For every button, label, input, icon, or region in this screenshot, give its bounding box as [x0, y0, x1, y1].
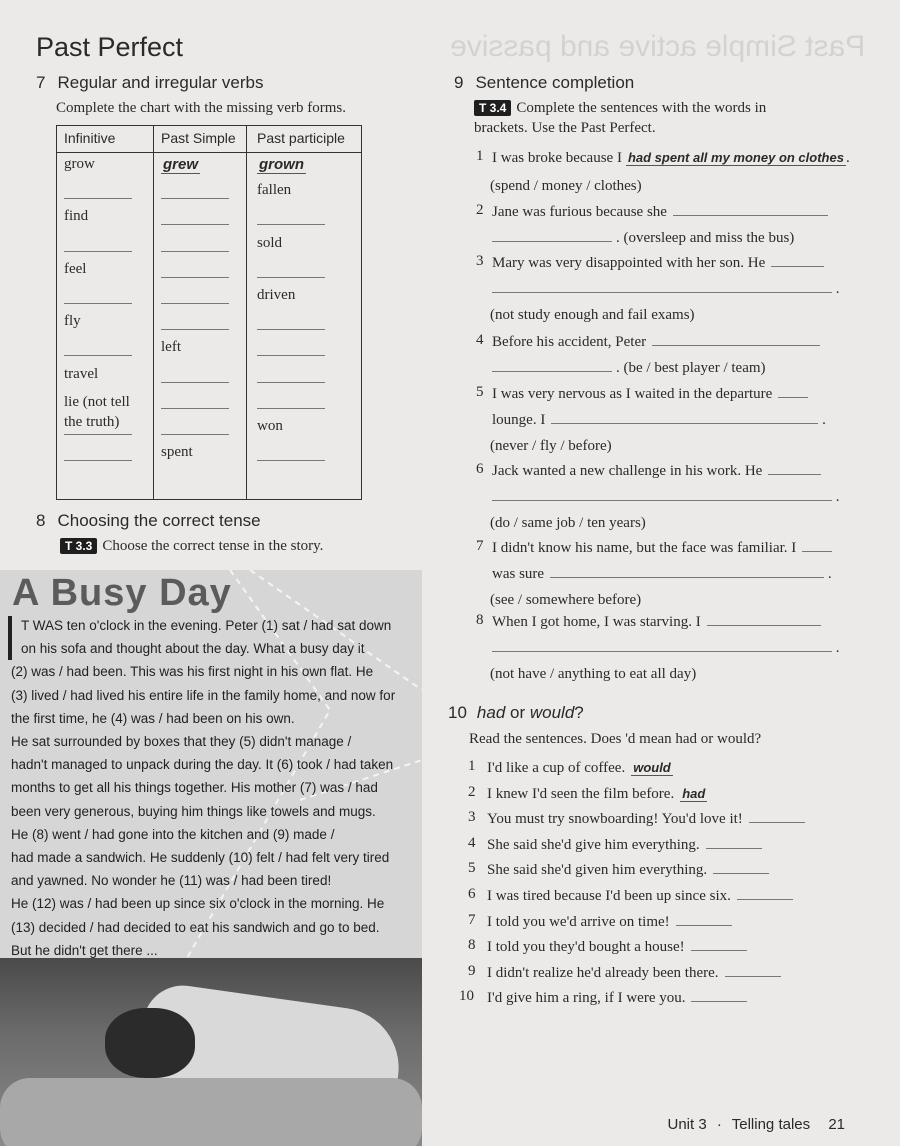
answer-blank[interactable]	[778, 396, 808, 398]
item-sentence: Jack wanted a new challenge in his work. He	[492, 463, 763, 479]
answer-blank[interactable]	[749, 821, 805, 823]
item-sentence: I was tired because I'd been up since six.	[487, 888, 731, 904]
story-line: on his sofa and thought about the day. What a busy day it	[21, 641, 365, 657]
item-number: 6	[476, 461, 484, 477]
item-text-cont: was sure	[492, 566, 545, 582]
item-continuation: lounge. I .	[492, 412, 826, 428]
item-text-cont: lounge. I	[492, 412, 546, 428]
answer-blank[interactable]	[257, 329, 325, 330]
answer-blank[interactable]	[691, 1000, 747, 1002]
item-sentence: I didn't know his name, but the face was familiar. I	[492, 540, 797, 556]
table-cell: lie (not tell the truth)	[64, 393, 130, 430]
answer-blank[interactable]	[691, 949, 747, 951]
table-cell: won	[257, 418, 283, 434]
answer-blank[interactable]	[64, 460, 132, 461]
item-sentence: I was broke because I	[492, 150, 622, 166]
item-sentence: You must try snowboarding! You'd love it!	[487, 811, 743, 828]
exercise-title: Choosing the correct tense	[57, 511, 261, 530]
item-text	[487, 937, 747, 957]
answer-blank[interactable]	[492, 291, 832, 293]
story-line: (2) was / had been. This was his first night in his own flat. He	[11, 664, 374, 680]
item-sentence: I told you they'd bought a house!	[487, 939, 685, 956]
answer-blank[interactable]	[64, 251, 132, 252]
answer-blank[interactable]	[768, 473, 821, 475]
instruction-text: Choose the correct tense in the story.	[102, 538, 324, 554]
story-line: T WAS ten o'clock in the evening. Peter (1) sat / had sat down	[21, 618, 392, 633]
story-line: He (8) went / had gone into the kitchen and (9) made /	[11, 826, 335, 842]
story-line: months to get all his things together. His mother (7) was / had	[11, 780, 378, 796]
story-line: (13) decided / had decided to eat his sandwich and go to bed.	[11, 919, 380, 935]
answer-blank[interactable]	[257, 224, 325, 225]
item-hint: (never / fly / before)	[490, 438, 612, 454]
item-text	[487, 886, 793, 906]
table-cell: sold	[257, 234, 283, 251]
story-text	[11, 614, 421, 962]
item-number: 10	[459, 988, 474, 1005]
item-number: 3	[476, 253, 484, 269]
item-sentence: Jane was furious because she	[492, 204, 667, 220]
item-sentence: I'd give him a ring, if I were you.	[487, 990, 686, 1007]
item-sentence: I knew I'd seen the film before.	[487, 785, 675, 802]
answer-blank[interactable]	[161, 224, 229, 225]
exercise-10-heading	[448, 703, 584, 723]
answer-blank[interactable]	[550, 576, 824, 578]
answer-blank[interactable]	[161, 303, 229, 304]
answer-blank[interactable]	[551, 422, 818, 424]
answer-blank[interactable]	[492, 370, 612, 372]
answer-blank[interactable]	[652, 344, 820, 346]
item-number: 2	[476, 202, 484, 218]
table-cell: grow	[64, 156, 95, 172]
answer-blank[interactable]	[161, 434, 229, 435]
table-cell: left	[161, 339, 181, 356]
item-text	[492, 461, 821, 481]
story-line: had made a sandwich. He suddenly (10) felt / had felt very tired	[11, 850, 390, 866]
item-sentence: I didn't realize he'd already been there.	[487, 964, 719, 981]
item-number: 9	[468, 962, 476, 979]
answer-blank[interactable]	[713, 872, 769, 874]
answer-blank[interactable]	[771, 265, 824, 267]
story-line: and yawned. No wonder he (11) was / had been tired!	[11, 873, 332, 889]
table-cell: grew	[163, 156, 199, 173]
footer-separator: ·	[716, 1116, 722, 1133]
exercise-9-instruction	[474, 98, 766, 138]
story-box	[0, 570, 422, 970]
item-text	[487, 988, 747, 1008]
item-text	[487, 835, 762, 855]
answer-blank[interactable]	[161, 251, 229, 252]
story-line: But he didn't get there ...	[11, 942, 158, 958]
table-cell: find	[64, 208, 89, 225]
answer-blank[interactable]	[64, 434, 132, 435]
item-hint: (not have / anything to eat all day)	[490, 666, 697, 682]
answer-blank[interactable]	[676, 924, 732, 926]
answer-blank[interactable]	[737, 898, 793, 900]
item-hint: . (oversleep and miss the bus)	[616, 230, 795, 246]
answer-blank[interactable]	[161, 277, 229, 278]
table-cell: spent	[161, 444, 193, 461]
exercise-10-instruction: Read the sentences. Does 'd mean had or would?	[469, 731, 762, 747]
answer-blank[interactable]	[64, 198, 132, 199]
exercise-number: 7	[36, 73, 46, 92]
instruction-line-1: Complete the sentences with the words in	[516, 100, 767, 116]
answer-blank[interactable]	[64, 355, 132, 356]
answer-blank[interactable]	[257, 382, 325, 383]
item-sentence: She said she'd given him everything.	[487, 862, 708, 879]
answer-blank[interactable]	[161, 382, 229, 383]
handwritten-answer: had spent all my money on clothes	[627, 150, 844, 165]
answer-blank[interactable]	[257, 408, 325, 409]
answer-blank[interactable]	[161, 329, 229, 330]
story-line: been very generous, buying him things like towels and mugs.	[11, 803, 376, 819]
item-sentence: When I got home, I was starving. I	[492, 614, 701, 630]
header-infinitive: Infinitive	[64, 130, 116, 146]
item-number: 7	[468, 911, 476, 928]
item-sentence: I'd like a cup of coffee.	[487, 760, 626, 776]
handwritten-answer: had	[682, 785, 706, 801]
item-text	[492, 148, 850, 168]
item-text	[487, 809, 805, 829]
answer-blank[interactable]	[725, 975, 781, 977]
item-text	[492, 612, 821, 632]
exercise-number: 8	[36, 511, 46, 530]
item-hint: (not study enough and fail exams)	[490, 307, 695, 323]
item-continuation: .	[492, 638, 840, 658]
story-line: He sat surrounded by boxes that they (5) didn't manage /	[11, 734, 352, 750]
item-number: 2	[468, 783, 476, 800]
answer-blank[interactable]	[707, 624, 821, 626]
table-cell: travel	[64, 365, 99, 382]
item-hint: (see / somewhere before)	[490, 592, 642, 608]
table-cell: driven	[257, 287, 296, 303]
item-number: 8	[468, 937, 476, 954]
item-hint: . (be / best player / team)	[616, 360, 766, 376]
answer-blank[interactable]	[673, 214, 828, 216]
item-number: 5	[468, 860, 476, 877]
answer-blank[interactable]	[492, 650, 832, 652]
item-sentence: Before his accident, Peter	[492, 334, 647, 350]
answer-blank[interactable]	[161, 408, 229, 409]
exercise-8-heading	[36, 511, 261, 531]
answer-blank[interactable]	[64, 303, 132, 304]
story-line: He (12) was / had been up since six o'clock in the morning. He	[11, 896, 385, 912]
header-past-simple: Past Simple	[161, 130, 236, 146]
item-text	[487, 758, 673, 778]
story-line: the first time, he (4) was / had been on his own.	[11, 710, 295, 726]
answer-blank[interactable]	[257, 355, 325, 356]
item-sentence: She said she'd give him everything.	[487, 836, 700, 853]
story-line: (3) lived / had lived his entire life in the family home, and now for	[11, 687, 396, 703]
item-number: 5	[476, 384, 484, 400]
item-hint: (spend / money / clothes)	[490, 178, 642, 194]
exercise-title: Sentence completion	[475, 73, 635, 92]
exercise-title: had or would?	[476, 703, 584, 722]
item-text	[492, 253, 824, 273]
answer-blank[interactable]	[802, 550, 832, 552]
item-text	[492, 538, 832, 558]
page-footer	[667, 1116, 845, 1133]
exercise-8-instruction	[60, 536, 323, 556]
item-number: 3	[468, 809, 476, 826]
item-continuation	[492, 358, 766, 378]
item-number: 4	[476, 332, 484, 348]
exercise-7-heading	[36, 73, 263, 93]
footer-title: Telling tales	[731, 1116, 811, 1133]
item-number: 1	[468, 758, 476, 774]
answer-blank[interactable]	[492, 240, 612, 242]
item-text	[492, 332, 820, 352]
header-past-participle: Past participle	[257, 130, 345, 146]
answer-blank[interactable]	[257, 460, 325, 461]
story-line: hadn't managed to unpack during the day. It (6) took / had taken	[11, 757, 394, 773]
item-text	[487, 784, 707, 804]
table-cell: fly	[64, 313, 81, 330]
answer-blank[interactable]	[257, 277, 325, 278]
item-hint: (do / same job / ten years)	[490, 515, 646, 531]
handwritten-answer: would	[633, 760, 671, 775]
item-continuation	[492, 228, 794, 248]
exercise-9-heading	[454, 73, 634, 93]
item-number: 1	[476, 148, 484, 164]
track-badge: T 3.3	[60, 538, 97, 554]
item-end: .	[845, 150, 850, 166]
track-badge: T 3.4	[474, 100, 511, 116]
answer-blank[interactable]	[706, 847, 762, 849]
exercise-number: 10	[448, 703, 467, 722]
table-cell: feel	[64, 260, 87, 277]
item-sentence: I was very nervous as I waited in the departure	[492, 386, 773, 402]
verb-forms-table	[56, 125, 362, 500]
footer-unit: Unit 3	[667, 1116, 707, 1133]
table-header	[57, 126, 361, 153]
item-number: 6	[468, 886, 476, 902]
answer-blank[interactable]	[161, 198, 229, 199]
exercise-7-instruction: Complete the chart with the missing verb forms.	[56, 100, 346, 116]
table-cell: grown	[259, 156, 304, 173]
instruction-line-2: brackets. Use the Past Perfect.	[474, 120, 656, 136]
item-continuation: .	[492, 279, 840, 299]
answer-blank[interactable]	[492, 499, 832, 501]
item-text	[487, 860, 769, 880]
exercise-title: Regular and irregular verbs	[57, 73, 264, 92]
story-title: A Busy Day	[12, 572, 232, 614]
item-continuation: was sure .	[492, 566, 832, 582]
page-number: 21	[828, 1116, 845, 1133]
exercise-number: 9	[454, 73, 464, 92]
item-text	[487, 963, 781, 983]
item-sentence: I told you we'd arrive on time!	[487, 913, 670, 930]
table-cell: fallen	[257, 182, 292, 199]
item-number: 4	[468, 834, 476, 851]
item-number: 7	[476, 538, 484, 554]
item-continuation: .	[492, 487, 840, 507]
item-sentence: Mary was very disappointed with her son. He	[492, 255, 766, 271]
item-text	[492, 202, 828, 222]
item-text	[492, 384, 808, 404]
sleeping-man-photo	[0, 958, 422, 1146]
item-text	[487, 912, 732, 932]
page-title: Past Perfect	[36, 32, 184, 62]
item-number: 8	[476, 612, 484, 628]
bleed-through-text: Past Simple active and passive	[450, 30, 866, 63]
